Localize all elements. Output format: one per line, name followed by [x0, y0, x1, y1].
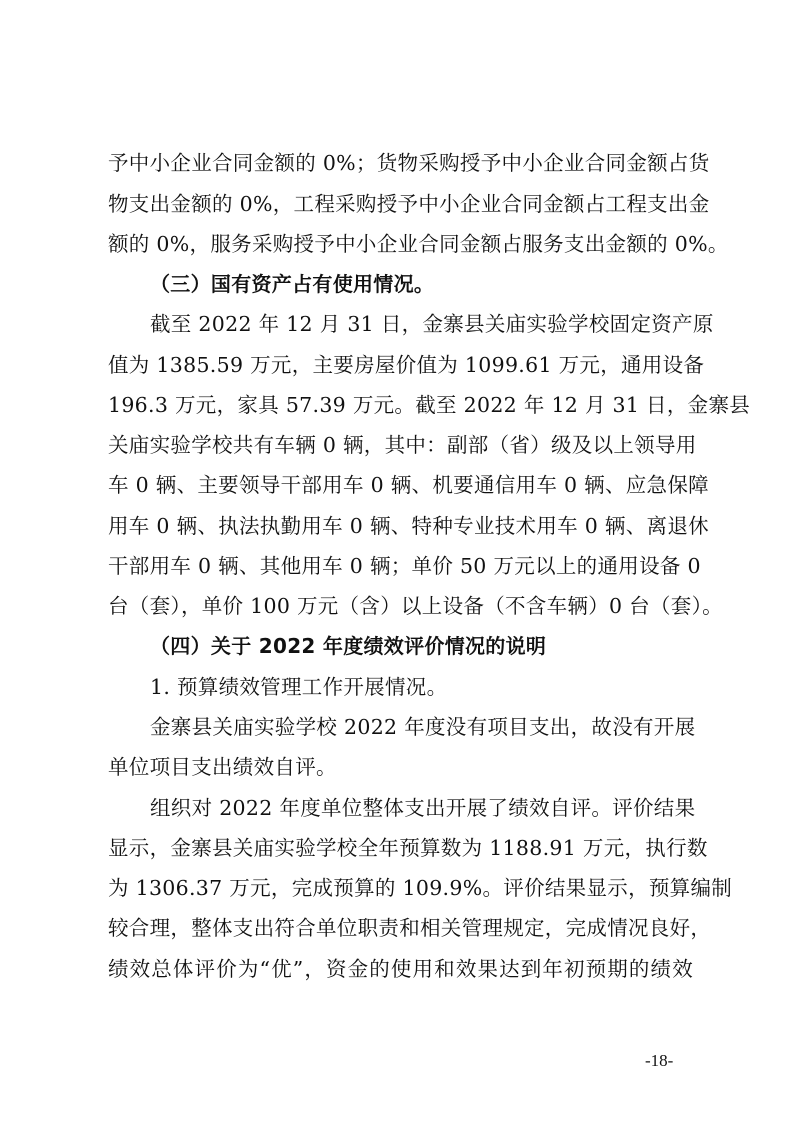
body-text-line: 关庙实验学校共有车辆 0 辆，其中：副部（省）级及以上领导用: [108, 433, 697, 457]
body-text-line: 予中小企业合同金额的 0%；货物采购授予中小企业合同金额占货: [108, 151, 710, 175]
body-text-line: 用车 0 辆、执法执勤用车 0 辆、特种专业技术用车 0 辆、离退休: [108, 514, 709, 538]
subsection-title: 1. 预算绩效管理工作开展情况。: [150, 675, 448, 699]
body-text-line: 值为 1385.59 万元，主要房屋价值为 1099.61 万元，通用设备: [108, 353, 705, 377]
body-text-line: 组织对 2022 年度单位整体支出开展了绩效自评。评价结果: [150, 796, 696, 820]
body-text-line: 金寨县关庙实验学校 2022 年度没有项目支出，故没有开展: [150, 715, 696, 739]
page-number: -18-: [645, 1051, 674, 1070]
body-text-line: 显示，金寨县关庙实验学校全年预算数为 1188.91 万元，执行数: [108, 836, 708, 860]
section-heading: （四）关于 2022 年度绩效评价情况的说明: [150, 634, 547, 658]
section-heading: （三）国有资产占有使用情况。: [150, 272, 435, 296]
body-text-line: 干部用车 0 辆、其他用车 0 辆；单价 50 万元以上的通用设备 0: [108, 554, 701, 578]
body-text-line: 较合理，整体支出符合单位职责和相关管理规定，完成情况良好，: [108, 916, 712, 940]
body-text-line: 额的 0%，服务采购授予中小企业合同金额占服务支出金额的 0%。: [108, 232, 729, 256]
body-text-line: 196.3 万元，家具 57.39 万元。截至 2022 年 12 月 31 日，金寨县: [108, 393, 751, 417]
body-text-line: 台（套），单价 100 万元（含）以上设备（不含车辆）0 台（套）。: [108, 594, 723, 618]
body-text-line: 为 1306.37 万元，完成预算的 109.9%。评价结果显示，预算编制: [108, 876, 733, 900]
body-text-line: 单位项目支出绩效自评。: [108, 755, 337, 779]
body-text-line: 绩效总体评价为“优”，资金的使用和效果达到年初预期的绩效: [108, 957, 693, 981]
body-text-line: 物支出金额的 0%，工程采购授予中小企业合同金额占工程支出金: [108, 192, 710, 216]
body-text-line: 车 0 辆、主要领导干部用车 0 辆、机要通信用车 0 辆、应急保障: [108, 473, 709, 497]
body-text-line: 截至 2022 年 12 月 31 日，金寨县关庙实验学校固定资产原: [150, 312, 714, 336]
